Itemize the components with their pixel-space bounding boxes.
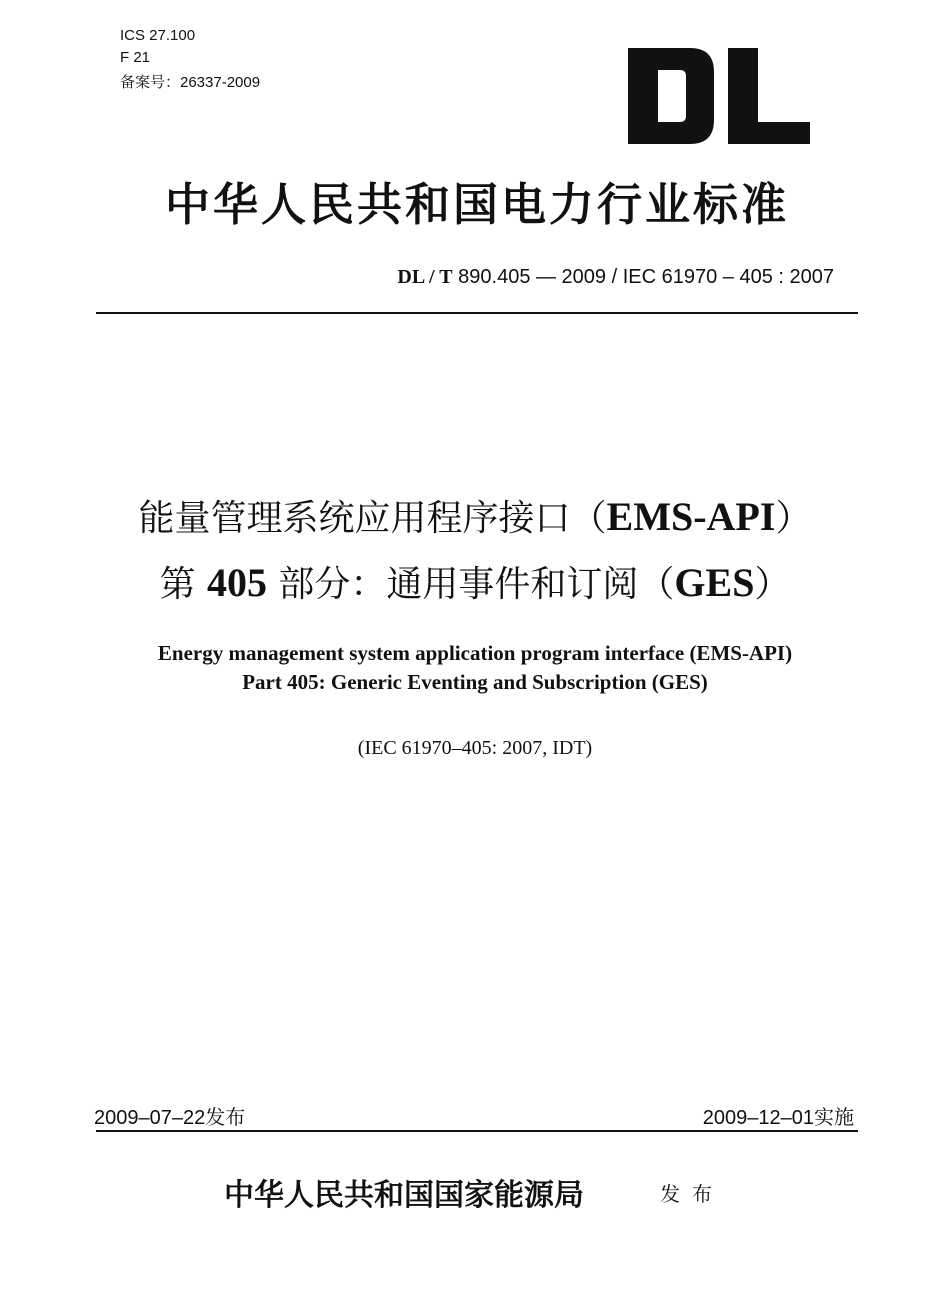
cn-title-line-1 [60, 490, 890, 541]
cn-title-1c: ） [775, 498, 812, 539]
ics-code: ICS 27.100 [120, 27, 196, 44]
cn-title-2c: 部分：通用事件和订阅（ [266, 564, 675, 605]
issuing-authority: 中华人民共和国国家能源局 [224, 1178, 584, 1213]
cn-title-1a: 能量管理系统应用程序接口（ [138, 498, 607, 539]
iec-equivalence: (IEC 61970–405: 2007, IDT) [357, 737, 593, 759]
standard-category-title: 中华人民共和国电力行业标准 [164, 178, 789, 231]
implementation-date: 2009–12–01实施 [702, 1107, 854, 1129]
en-title-line-1: Energy management system application program interface (EMS-API) [157, 641, 793, 665]
record-number: 备案号：26337-2009 [120, 74, 261, 91]
issue-label: 发布 [660, 1182, 724, 1206]
cn-title-2e: ） [754, 564, 791, 605]
cn-title-2b: 405 [206, 560, 267, 605]
standard-number [397, 266, 834, 289]
en-title-line-2: Part 405: Generic Eventing and Subscription (GES) [242, 670, 708, 694]
standard-number-prefix: DL / T [397, 266, 453, 288]
dl-logo [628, 46, 810, 146]
standard-number-rest: 890.405 — 2009 / IEC 61970 – 405 : 2007 [452, 266, 834, 288]
header-divider [96, 312, 858, 314]
cn-title-2d: GES [674, 560, 755, 605]
cn-title-line-2 [60, 556, 890, 607]
cn-title-1b: EMS-API [606, 494, 776, 539]
issue-date: 2009–07–22发布 [94, 1107, 246, 1129]
cn-title-2a: 第 [159, 564, 207, 605]
ccs-code: F 21 [120, 49, 151, 66]
footer-divider [96, 1130, 858, 1132]
